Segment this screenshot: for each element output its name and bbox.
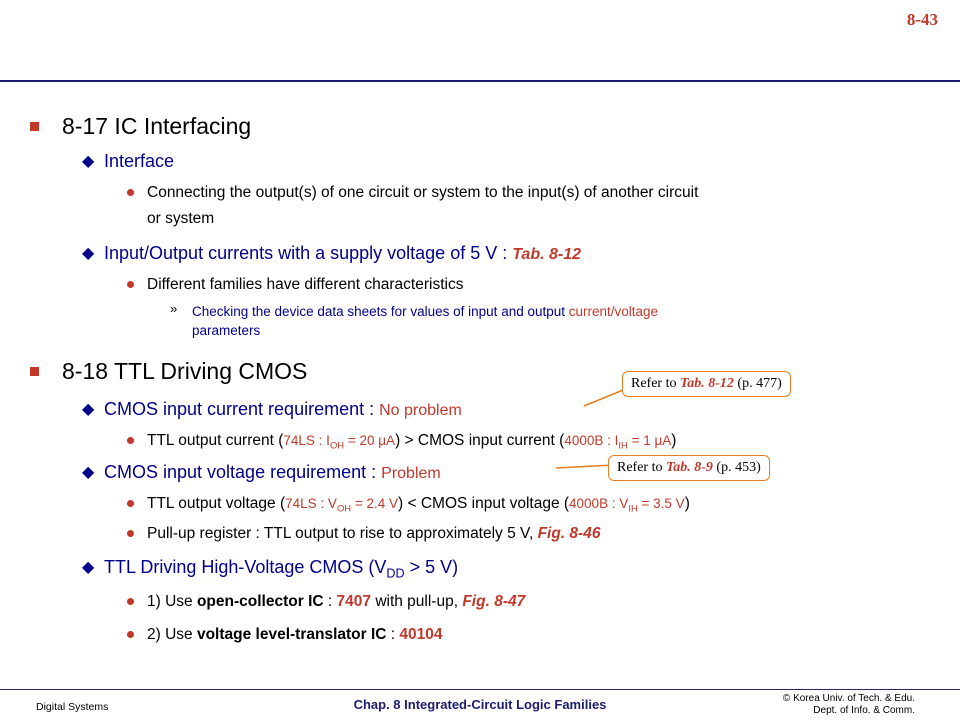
use-open-collector-line: 1) Use open-collector IC : 7407 with pull-up, Fig. 8-47 [147, 593, 526, 610]
footer-right-text: © Korea Univ. of Tech. & Edu. Dept. of Info. & Comm. [782, 693, 915, 716]
section-title-ttl-driving-cmos: 8-18 TTL Driving CMOS [62, 358, 308, 384]
problem-text: Problem [381, 465, 441, 482]
tab-8-12-ref: Tab. 8-12 [512, 246, 582, 263]
ttl-output-voltage-line: TTL output voltage (74LS : $V_{OH} = 2.4$ V) < CMOS input voltage (4000B : $V_{IH} = 3.5$ V) [147, 495, 690, 515]
interface-desc-line1: Connecting the output(s) of one circuit or system to the input(s) of another circuit [147, 184, 699, 201]
datasheets-line1: Checking the device data sheets for values of input and output current/voltage [192, 304, 659, 319]
item-high-voltage-cmos: TTL Driving High-Voltage CMOS ($V_{DD} > 5$ V) [104, 557, 459, 581]
item-io-currents: Input/Output currents with a supply voltage of 5 V : Tab. 8-12 [104, 243, 582, 263]
diamond-bullet-icon: ◆ [82, 153, 95, 170]
diamond-bullet-icon: ◆ [82, 464, 95, 481]
fig-8-46-ref: Fig. 8-46 [537, 525, 601, 542]
item-interface: Interface [104, 151, 175, 171]
footer-center-text: Chap. 8 Integrated-Circuit Logic Families [353, 697, 607, 712]
fig-8-47-ref: Fig. 8-47 [462, 593, 526, 610]
sub-bullet-marker: » [170, 301, 178, 316]
diamond-bullet-icon: ◆ [82, 559, 95, 576]
ttl-output-current-line: TTL output current (74LS : $I_{OH} = 20$ μA) > CMOS input current (4000B : $I_{IH} = 1$ μA) [147, 432, 677, 452]
use-level-translator-line: 2) Use voltage level-translator IC : 40104 [147, 626, 443, 643]
no-problem-text: No problem [379, 402, 462, 419]
callout-tab-8-9: Refer to Tab. 8-9 (p. 453) [608, 455, 770, 481]
footer-left-text: Digital Systems [36, 701, 109, 713]
item-input-voltage: CMOS input voltage requirement : Problem [104, 462, 441, 482]
callout-tab-8-12: Refer to Tab. 8-12 (p. 477) [622, 371, 791, 397]
section-title-ic-interfacing: 8-17 IC Interfacing [62, 113, 252, 139]
diamond-bullet-icon: ◆ [82, 245, 95, 262]
diamond-bullet-icon: ◆ [82, 401, 95, 418]
footer-rule [0, 689, 960, 690]
datasheets-line2: parameters [192, 323, 261, 338]
item-input-current: CMOS input current requirement : No problem [104, 399, 462, 419]
page-number: 8-43 [906, 10, 938, 29]
families-text: Different families have different characteristics [147, 276, 464, 293]
interface-desc-line2: or system [147, 210, 215, 227]
pullup-line: Pull-up register : TTL output to rise to approximately 5 V, Fig. 8-46 [147, 525, 601, 542]
